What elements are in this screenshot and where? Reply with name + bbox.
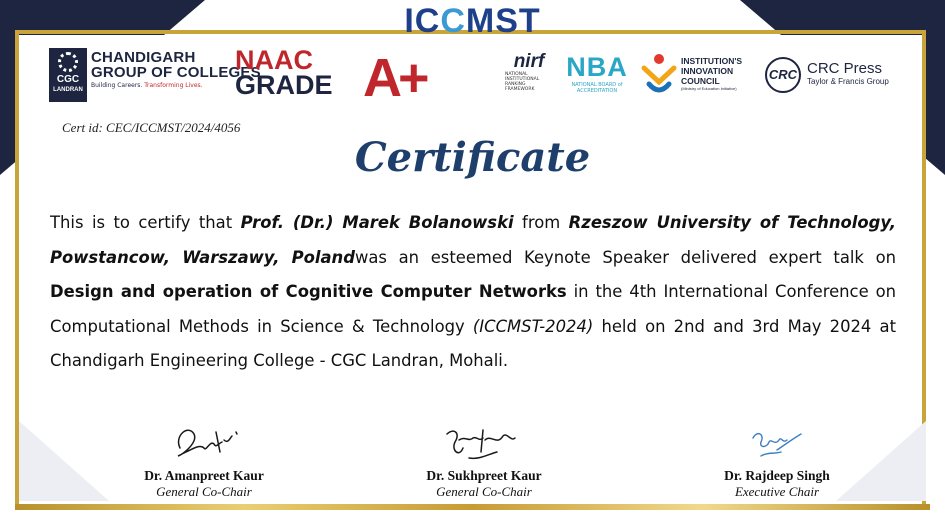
nba-mark: NBA	[566, 52, 628, 82]
gear-icon	[58, 52, 78, 72]
recipient-name: Prof. (Dr.) Marek Bolanowski	[240, 213, 514, 232]
signatory-name: Dr. Sukhpreet Kaur	[426, 468, 542, 483]
signatory-name: Dr. Rajdeep Singh	[724, 468, 830, 483]
naac-grade-text: GRADE	[235, 70, 333, 100]
iic-subtext: (Ministry of Education Initiative)	[681, 86, 737, 91]
iic-line: INSTITUTION'S	[681, 56, 743, 66]
crc-emblem-logo: CRC	[765, 57, 801, 93]
certificate-id: Cert id: CEC/ICCMST/2024/4056	[62, 120, 241, 135]
iic-line: INNOVATION	[681, 66, 734, 76]
signatory-name: Dr. Amanpreet Kaur	[144, 468, 264, 483]
crc-subtext: Taylor & Francis Group	[807, 77, 889, 86]
signature-image	[144, 418, 264, 466]
signature-image	[419, 418, 549, 466]
nba-subtext: NATIONAL BOARD of ACCREDITATION	[571, 82, 623, 94]
cgc-name-line2: GROUP OF COLLEGES	[91, 64, 261, 81]
partner-logo-strip	[35, 40, 910, 112]
naac-logo	[235, 45, 426, 108]
innovation-council-wordmark	[681, 56, 742, 92]
signatory-role: General Co-Chair	[436, 484, 532, 499]
cgc-tagline-accent: Transforming Lives.	[144, 82, 203, 89]
nirf-subtext: NATIONAL INSTITUTIONAL RANKING FRAMEWORK	[505, 72, 540, 92]
signatory-block	[662, 418, 892, 500]
body-role: was an esteemed Keynote Speaker delivered expert talk on	[354, 247, 896, 267]
cgc-emblem-text: CGC	[56, 74, 80, 85]
certificate-body	[50, 206, 896, 379]
cgc-name-line1: CHANDIGARH	[91, 49, 196, 66]
nba-logo	[565, 52, 629, 94]
crc-wordmark	[807, 60, 889, 87]
gold-bottom-band	[15, 504, 930, 510]
certificate-heading: Certificate	[354, 134, 591, 181]
cgc-emblem-logo	[49, 48, 87, 102]
signature-image	[717, 418, 837, 466]
naac-text: NAAC	[235, 45, 313, 75]
event-title	[0, 2, 945, 40]
conference-dates-venue: held on 2nd and 3rd May 2024 at Chandigarh Engineering College - CGC Landran, Mohali.	[50, 316, 897, 370]
signatory-block	[369, 418, 599, 500]
event-title-mark: C	[440, 2, 466, 40]
event-title-part: MST	[465, 2, 541, 40]
recipient-affiliation: Rzeszow University of Technology, Powstancow, Warszawy, Poland	[50, 213, 896, 267]
conference-name: in the 4th International Conference on Computational Methods in Science & Technology	[50, 282, 896, 336]
cgc-tagline-text: Building Careers.	[91, 82, 145, 89]
conference-acronym: (ICCMST-2024)	[472, 316, 594, 336]
innovation-council-icon	[641, 52, 677, 96]
iic-line: COUNCIL	[681, 76, 720, 86]
event-title-part: IC	[404, 2, 441, 40]
signatory-role: Executive Chair	[734, 484, 820, 499]
body-connector: from	[513, 213, 569, 232]
signatory-role: General Co-Chair	[156, 484, 252, 499]
cgc-emblem-subtext: LANDRAN	[53, 87, 83, 93]
nirf-logo	[505, 52, 553, 92]
signatory-block	[89, 418, 319, 500]
nirf-mark: nirf	[513, 51, 545, 72]
talk-title: Design and operation of Cognitive Computer Networks	[50, 282, 567, 301]
crc-name: CRC Press	[807, 60, 883, 77]
body-lead: This is to certify that	[50, 213, 241, 232]
naac-grade-value: A+	[363, 48, 426, 108]
